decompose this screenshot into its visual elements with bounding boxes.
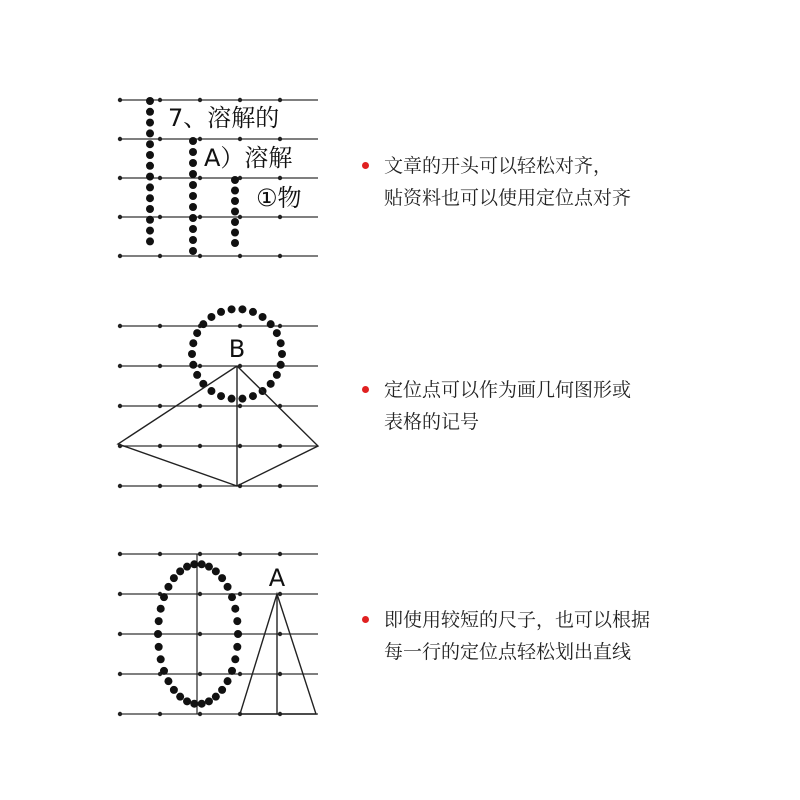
positioning-dot	[170, 686, 178, 694]
grid-dot	[238, 672, 242, 676]
grid-dot	[198, 632, 202, 636]
diagram-sub-a-text: A）溶解	[204, 144, 293, 172]
description-ruler	[362, 604, 650, 668]
grid-dot	[278, 592, 282, 596]
positioning-dot	[164, 677, 172, 685]
positioning-dot	[183, 563, 191, 571]
positioning-dot	[198, 560, 206, 568]
positioning-dot	[233, 643, 241, 651]
positioning-dot	[224, 583, 232, 591]
grid-dot	[118, 672, 122, 676]
positioning-dot	[176, 693, 184, 701]
positioning-dot	[155, 643, 163, 651]
positioning-dot	[190, 700, 198, 708]
positioning-dot	[157, 655, 165, 663]
grid-dot	[158, 552, 162, 556]
grid-dot	[238, 592, 242, 596]
grid-dot	[118, 712, 122, 716]
positioning-dot	[160, 667, 168, 675]
positioning-dot	[218, 574, 226, 582]
positioning-dot	[157, 605, 165, 613]
description-line: 每一行的定位点轻松划出直线	[384, 641, 632, 663]
positioning-dot	[231, 655, 239, 663]
positioning-dot	[205, 563, 213, 571]
positioning-dot	[228, 593, 236, 601]
description-line: 定位点可以作为画几何图形或	[384, 379, 632, 401]
grid-dot	[278, 632, 282, 636]
grid-dot	[198, 712, 202, 716]
grid-dot	[118, 632, 122, 636]
point-label-b: B	[228, 335, 246, 363]
description-line: 即使用较短的尺子，也可以根据	[384, 609, 651, 631]
positioning-dot	[212, 693, 220, 701]
grid-dot	[198, 672, 202, 676]
grid-dot	[278, 672, 282, 676]
grid-dot	[198, 592, 202, 596]
positioning-dot	[212, 567, 220, 575]
grid-dot	[118, 552, 122, 556]
positioning-dot	[198, 700, 206, 708]
positioning-dot	[233, 617, 241, 625]
positioning-dot	[228, 667, 236, 675]
positioning-dot	[183, 697, 191, 705]
positioning-dot	[160, 593, 168, 601]
positioning-dot	[234, 630, 242, 638]
positioning-dot	[164, 583, 172, 591]
triangle-outline	[240, 594, 316, 714]
positioning-dot	[170, 574, 178, 582]
diagram-heading-text: 7、溶解的	[168, 104, 280, 132]
description-line: 贴资料也可以使用定位点对齐	[384, 187, 632, 209]
red-bullet-icon	[362, 616, 369, 623]
positioning-dot	[154, 630, 162, 638]
grid-dot	[158, 712, 162, 716]
positioning-dot	[176, 567, 184, 575]
positioning-dot	[205, 697, 213, 705]
positioning-dot	[190, 560, 198, 568]
positioning-dot	[155, 617, 163, 625]
point-label-a: A	[268, 564, 286, 592]
grid-dot	[198, 552, 202, 556]
diagram-sub-b-text: ①物	[256, 184, 302, 212]
positioning-dot	[224, 677, 232, 685]
grid-dot	[238, 552, 242, 556]
positioning-dot	[231, 605, 239, 613]
positioning-dot	[218, 686, 226, 694]
description-line: 文章的开头可以轻松对齐，	[384, 155, 613, 177]
description-line: 表格的记号	[384, 411, 480, 433]
grid-dot	[118, 592, 122, 596]
grid-dot	[278, 552, 282, 556]
